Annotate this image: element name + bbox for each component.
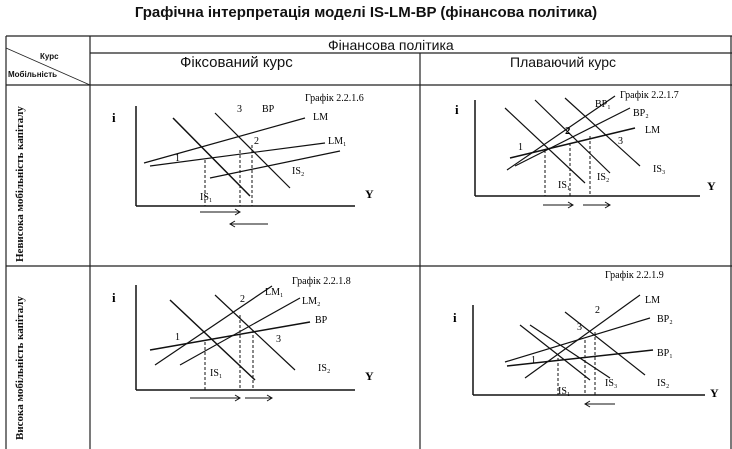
axis-y-label: Y: [365, 369, 374, 383]
lm1-curve: [155, 286, 272, 365]
corner-mobility-label: Мобільність: [8, 70, 58, 79]
bp2-label: BP₂: [633, 108, 649, 119]
graph-2-2-1-9: [425, 270, 730, 445]
lm-label: LM: [645, 125, 660, 136]
row-high-mobility: Висока мобільність капіталу: [14, 296, 26, 440]
is2-label: IS₂: [292, 166, 305, 177]
point-3: 3: [276, 334, 281, 345]
bp2-label: BP₂: [657, 314, 673, 325]
header-fiscal-policy: Фінансова політика: [328, 37, 454, 53]
row-low-mobility: Невисока мобільність капіталу: [14, 106, 26, 262]
is1-label: IS₁: [558, 180, 571, 191]
graph-2-2-1-6: [100, 88, 415, 263]
graph-2-2-1-8: [100, 270, 415, 445]
corner-course-label: Курс: [40, 52, 59, 61]
lm1-label: LM₁: [265, 287, 284, 298]
is1-curve: [520, 325, 590, 380]
bp1-label: BP₁: [595, 99, 611, 110]
lm2-label: LM₂: [302, 296, 321, 307]
lm1-label: LM₁: [328, 136, 347, 147]
graph-title: Графік 2.2.1.8: [292, 276, 351, 287]
axis-i-label: i: [112, 290, 116, 305]
lm-label: LM: [313, 112, 328, 123]
is3-label: IS₃: [605, 378, 618, 389]
graph-2-2-1-7: [425, 88, 730, 263]
is3-label: IS₃: [653, 164, 666, 175]
axis-i-label: i: [455, 102, 459, 117]
point-1: 1: [518, 142, 523, 153]
point-1: 1: [531, 355, 536, 366]
bp1-label: BP₁: [657, 348, 673, 359]
point-2: 2: [254, 136, 259, 147]
graph-title: Графік 2.2.1.6: [305, 93, 364, 104]
is1-label: IS₁: [558, 386, 571, 397]
point-2: 2: [565, 125, 571, 137]
axis-i-label: i: [112, 110, 116, 125]
is1-curve: [173, 118, 250, 196]
graph-title: Графік 2.2.1.9: [605, 270, 664, 281]
point-2: 2: [595, 305, 600, 316]
point-2: 2: [240, 294, 245, 305]
is3-curve: [530, 325, 610, 378]
bp-label: BP: [315, 315, 328, 326]
is2-label: IS₂: [657, 378, 670, 389]
lm-curve: [525, 295, 640, 378]
is2-label: IS₂: [318, 363, 331, 374]
lm-curve: [510, 128, 635, 158]
lm-label: LM: [645, 295, 660, 306]
is2-curve: [215, 295, 295, 370]
point-3: 3: [237, 104, 242, 115]
axis-y-label: Y: [707, 179, 716, 193]
point-1: 1: [175, 153, 180, 164]
is2-label: IS₂: [597, 172, 610, 183]
bp-curve: [150, 322, 310, 350]
point-3: 3: [577, 322, 582, 333]
axis-y-label: Y: [710, 386, 719, 400]
is1-label: IS₁: [210, 368, 223, 379]
bp-label: BP: [262, 104, 275, 115]
graph-title: Графік 2.2.1.7: [620, 90, 679, 101]
column-floating-rate: Плаваючий курс: [510, 54, 617, 70]
column-fixed-rate: Фіксований курс: [180, 54, 293, 71]
point-1: 1: [175, 332, 180, 343]
point-3: 3: [618, 136, 623, 147]
axis-y-label: Y: [365, 187, 374, 201]
page-title: Графічна інтерпретація моделі IS-LM-BP (фінансова політика): [134, 4, 598, 21]
is1-label: IS₁: [200, 192, 213, 203]
axis-i-label: i: [453, 310, 457, 325]
